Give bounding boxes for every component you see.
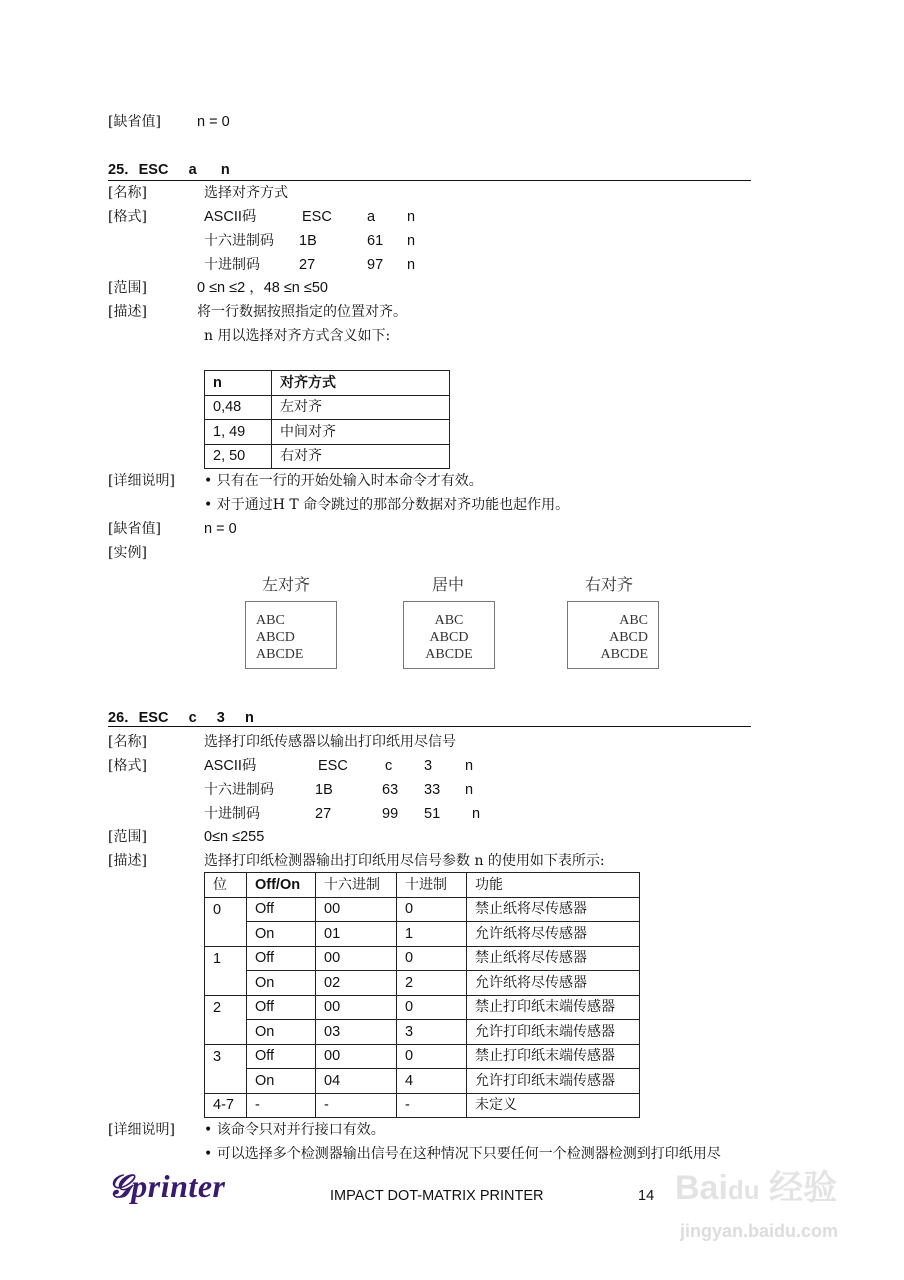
cell: 0 [205,897,247,946]
format-cell: c [385,758,393,774]
format-cell: 51 [424,806,441,822]
range-label: [范围] [108,829,147,845]
default-value: n = 0 [204,521,237,537]
cell: 允许打印纸末端传感器 [467,1020,640,1045]
example-line: ABCDE [600,647,648,662]
heading-rule [108,726,751,727]
format-cell: 27 [315,806,332,822]
format-cell: 十进制码 [204,806,260,822]
example-line: ABCDE [256,647,304,662]
format-cell: 99 [382,806,399,822]
format-label: [格式] [108,758,147,774]
format-cell: a [367,209,376,225]
description: 选择打印纸检测器输出打印纸用尽信号参数 n 的使用如下表所示: [204,853,605,869]
format-cell: ASCII码 [204,758,257,774]
example-box-center [403,601,495,669]
cell: - [397,1093,467,1118]
desc-label: [描述] [108,304,147,320]
header-cell: 对齐方式 [272,371,450,396]
cell: Off [247,946,316,971]
format-cell: 1B [299,233,317,249]
cell: Off [247,995,316,1020]
command-name: 选择打印纸传感器以输出打印纸用尽信号 [204,734,456,750]
cell: 04 [316,1069,397,1094]
table-row [205,420,450,445]
format-cell: n [472,806,481,822]
table-row [205,395,450,420]
cell: 01 [316,922,397,947]
cell: 允许纸将尽传感器 [467,922,640,947]
cell: 0,48 [205,395,272,420]
cell: 0 [397,897,467,922]
cell: 左对齐 [272,395,450,420]
table-row [205,897,640,922]
cell: 1 [205,946,247,995]
default-label: [缺省值] [108,521,161,537]
example-line: ABCDE [425,647,473,662]
cell: 00 [316,897,397,922]
example-box-left [245,601,337,669]
table-row [205,444,450,469]
cell: 允许打印纸末端传感器 [467,1069,640,1094]
alignment-table [204,370,450,469]
format-cell: 十六进制码 [204,233,274,249]
default-value: n = 0 [197,114,230,130]
example-label: [实例] [108,545,147,561]
baidu-watermark: Baidu 经验 [675,1169,838,1207]
detail-item: • 该命令只对并行接口有效。 [204,1122,385,1138]
cell: 00 [316,1044,397,1069]
cell: 00 [316,946,397,971]
example-line: ABC [256,613,285,628]
cell: 02 [316,971,397,996]
table-row [205,1020,640,1045]
section-26-heading: 26．ESC c 3 n [108,710,254,726]
cell: On [247,971,316,996]
cell: 禁止纸将尽传感器 [467,897,640,922]
desc-label: [描述] [108,853,147,869]
table-row [205,971,640,996]
format-cell: 27 [299,257,316,273]
cell: On [247,922,316,947]
cell: 禁止打印纸末端传感器 [467,1044,640,1069]
cell: 1, 49 [205,420,272,445]
name-label: [名称] [108,734,147,750]
cell: - [247,1093,316,1118]
range-value: 0 ≤n ≤2 ，48 ≤n ≤50 [197,280,328,296]
format-cell: n [407,233,416,249]
table-header-row [205,371,450,396]
cell: 3 [205,1044,247,1093]
example-title-right: 右对齐 [585,575,634,594]
table-header-row [205,873,640,898]
cell: 03 [316,1020,397,1045]
format-cell: 97 [367,257,384,273]
table-row [205,1069,640,1094]
command-name: 选择对齐方式 [204,185,288,201]
format-cell: n [465,782,474,798]
detail-label: [详细说明] [108,1122,175,1138]
format-label: [格式] [108,209,147,225]
format-cell: 63 [382,782,399,798]
cell: 禁止纸将尽传感器 [467,946,640,971]
header-cell: 功能 [467,873,640,898]
cell: 未定义 [467,1093,640,1118]
cell: Off [247,1044,316,1069]
cell: 3 [397,1020,467,1045]
range-value: 0≤n ≤255 [204,829,265,845]
format-cell: ASCII码 [204,209,257,225]
page-number: 14 [638,1188,655,1204]
cell: 右对齐 [272,444,450,469]
cell: 2, 50 [205,444,272,469]
footer-title: IMPACT DOT-MATRIX PRINTER [330,1188,544,1204]
example-line: ABC [434,613,464,628]
table-row [205,995,640,1020]
description: 将一行数据按照指定的位置对齐。 [197,304,407,320]
format-cell: n [465,758,474,774]
format-cell: ESC [302,209,332,225]
range-label: [范围] [108,280,147,296]
cell: 4 [397,1069,467,1094]
format-cell: n [407,257,416,273]
cell: On [247,1069,316,1094]
baidu-watermark-url: jingyan.baidu.com [680,1221,839,1241]
cell: 4-7 [205,1093,247,1118]
table-row [205,1044,640,1069]
cell: - [316,1093,397,1118]
name-label: [名称] [108,185,147,201]
cell: Off [247,897,316,922]
example-title-center: 居中 [432,575,465,594]
detail-item: • 可以选择多个检测器输出信号在这种情况下只要任何一个检测器检测到打印纸用尽 [204,1146,721,1162]
cell: 禁止打印纸末端传感器 [467,995,640,1020]
heading-rule [108,180,751,181]
format-cell: 33 [424,782,441,798]
format-cell: ESC [318,758,348,774]
gprinter-logo: 𝒢printer [108,1168,226,1204]
cell: 00 [316,995,397,1020]
cell: 1 [397,922,467,947]
table-row [205,946,640,971]
default-label: [缺省值] [108,114,161,130]
format-cell: n [407,209,416,225]
format-cell: 3 [424,758,433,774]
cell: 2 [397,971,467,996]
cell: 0 [397,946,467,971]
format-cell: 十进制码 [204,257,260,273]
example-line: ABCD [256,630,295,645]
example-title-left: 左对齐 [262,575,311,594]
format-cell: 61 [367,233,384,249]
example-line: ABC [619,613,648,628]
format-cell: 1B [315,782,333,798]
header-cell: Off/On [247,873,316,898]
table-row [205,922,640,947]
section-25-heading: 25．ESC a n [108,162,230,178]
table-row [205,1093,640,1118]
sensor-table [204,872,640,1118]
header-cell: 位 [205,873,247,898]
header-cell: n [205,371,272,396]
format-cell: 十六进制码 [204,782,274,798]
example-line: ABCD [609,630,648,645]
cell: 2 [205,995,247,1044]
cell: 中间对齐 [272,420,450,445]
header-cell: 十六进制 [316,873,397,898]
detail-item: • 对于通过H T 命令跳过的那部分数据对齐功能也起作用。 [204,497,570,513]
example-box-right [567,601,659,669]
header-cell: 十进制 [397,873,467,898]
description: n 用以选择对齐方式含义如下: [204,328,391,344]
cell: 允许纸将尽传感器 [467,971,640,996]
cell: 0 [397,995,467,1020]
detail-item: • 只有在一行的开始处输入时本命令才有效。 [204,473,483,489]
cell: 0 [397,1044,467,1069]
cell: On [247,1020,316,1045]
example-line: ABCD [429,630,469,645]
detail-label: [详细说明] [108,473,175,489]
